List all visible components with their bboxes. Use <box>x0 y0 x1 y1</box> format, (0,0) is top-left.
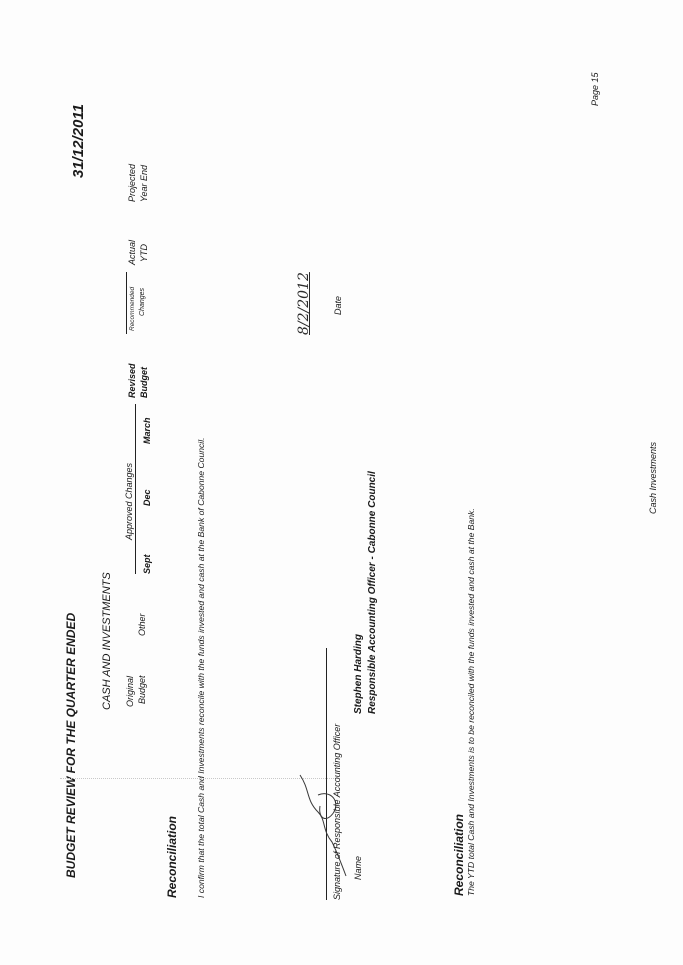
col-actual-ytd-2: YTD <box>139 244 149 262</box>
reconciliation-heading: Reconciliation <box>165 815 179 898</box>
col-original-budget-1: Original <box>125 675 135 707</box>
col-dec: Dec <box>142 489 152 506</box>
officer-role: Responsible Accounting Officer - Cabonne Council <box>367 471 378 714</box>
col-original-budget-2: Budget <box>137 675 147 704</box>
col-projected-year-end-2: Year End <box>139 164 149 202</box>
reconciliation-heading-2: Reconciliation <box>452 813 466 896</box>
col-march: March <box>142 417 152 444</box>
footer-section-name: Cash Investments <box>648 441 658 514</box>
col-recommended-changes-2: Changes <box>139 287 146 316</box>
col-projected-year-end-1: Projected <box>127 163 137 202</box>
report-date: 31/12/2011 <box>70 104 87 178</box>
report-title: BUDGET REVIEW FOR THE QUARTER ENDED <box>64 612 78 878</box>
col-revised-budget-2: Budget <box>139 367 149 398</box>
col-approved-changes: Approved Changes <box>124 462 134 540</box>
name-label: Name <box>353 855 363 880</box>
date-label: Date <box>333 295 343 315</box>
col-recommended-changes-1: Recommended <box>129 286 136 331</box>
section-heading: CASH AND INVESTMENTS <box>101 572 113 710</box>
col-revised-budget-1: Revised <box>127 363 137 398</box>
reconciliation-statement: I confirm that the total Cash and Investments reconcile with the funds invested and cash at the Bank of Cabonne Council. <box>196 437 206 898</box>
page-number: Page 15 <box>590 72 600 106</box>
col-other: Other <box>137 613 147 636</box>
signature-label: Signature of Responsible Accounting Officer <box>332 723 342 900</box>
reconciliation-statement-2: The YTD total Cash and Investments is to be reconciled with the funds invested and cash at the Bank. <box>466 508 476 896</box>
officer-name: Stephen Harding <box>353 633 364 714</box>
col-sept: Sept <box>142 554 152 574</box>
handwritten-date: 8/2/2012 <box>296 272 312 335</box>
col-actual-ytd-1: Actual <box>127 239 137 265</box>
